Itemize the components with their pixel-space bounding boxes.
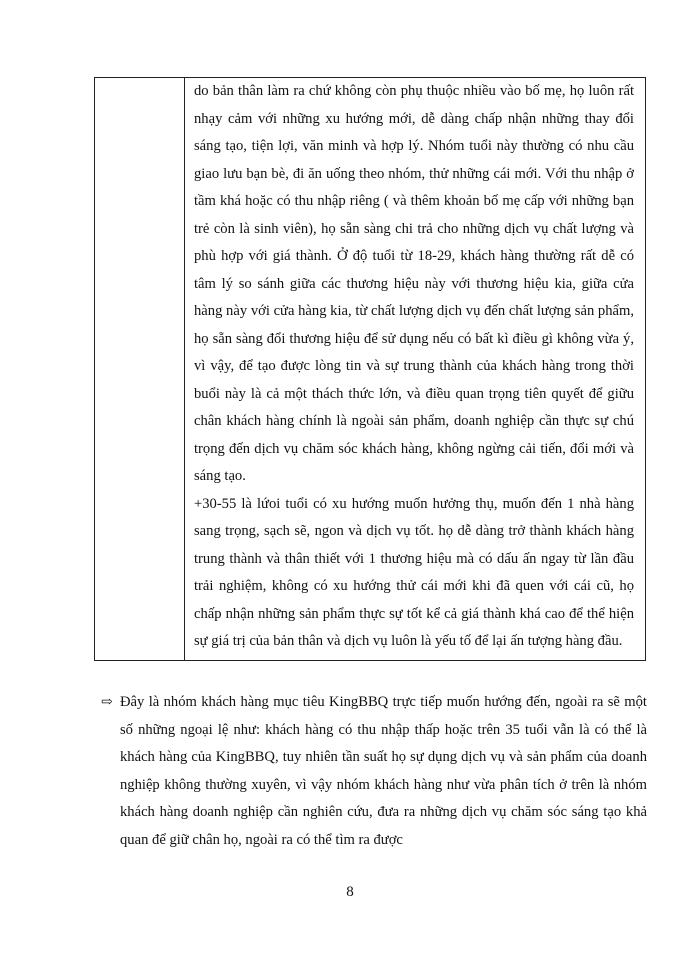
table-right-cell [194, 78, 634, 656]
age-18-29-paragraph: do bản thân làm ra chứ không còn phụ thuộc nhiều vào bố mẹ, họ luôn rất nhạy cảm với những xu hướng mới, dễ dàng chấp nhận những thay đổi sáng tạo, tiện lợi, văn minh và hợp lý. Nhóm tuổi này thường có nhu cầu giao lưu bạn bè, đi ăn uống theo nhóm, thử những cái mới. Với thu nhập ở tầm khá hoặc có thu nhập riêng ( và thêm khoản bố mẹ cấp với những bạn trẻ còn là sinh viên), họ sẵn sàng chi trả cho những dịch vụ chất lượng và phù hợp với giá thành. Ở độ tuổi từ 18-29, khách hàng thường rất dễ có tâm lý so sánh giữa các thương hiệu này với thương hiệu kia, giữa cửa hàng này với cửa hàng kia, từ chất lượng dịch vụ đến chất lượng sản phẩm, họ sẵn sàng đổi thương hiệu để sử dụng nếu có bất kì điều gì không vừa ý, vì vậy, để tạo được lòng tin và sự trung thành của khách hàng trong thời buổi này là cả một thách thức lớn, và điều quan trọng tiên quyết để giữu chân khách hàng chính là ngoài sản phẩm, doanh nghiệp cần thực sự chú trọng đến dịch vụ chăm sóc khách hàng, không ngừng cải tiến, đổi mới và sáng tạo. [194, 83, 634, 484]
page-number: 8 [346, 884, 354, 900]
arrow-right-icon: ⇨ [101, 695, 113, 710]
conclusion-text: Đây là nhóm khách hàng mục tiêu KingBBQ trực tiếp muốn hướng đến, ngoài ra sẽ một số những ngoại lệ như: khách hàng có thu nhập thấp hoặc trên 35 tuổi vẫn là có thể là khách hàng của KingBBQ, tuy nhiên tần suất họ sự dụng dịch vụ và sản phẩm của doanh nghiệp không thường xuyên, vì vậy nhóm khách hàng như vừa phân tích ở trên là nhóm khách hàng doanh nghiệp cần nghiên cứu, đưa ra những dịch vụ chăm sóc sáng tạo khả quan để giữ chân họ, ngoài ra có thể tìm ra được [120, 694, 647, 848]
segment-table [94, 77, 646, 661]
age-30-55-paragraph: +30-55 là lứoi tuổi có xu hướng muốn hưởng thụ, muốn đến 1 nhà hàng sang trọng, sạch sẽ, ngon và dịch vụ tốt. họ dễ dàng trở thành khách hàng trung thành và thân thiết với 1 thương hiệu mà có dấu ấn ngay từ lần đầu trải nghiệm, không có xu hướng thử cái mới khi đã quen với cái cũ, họ chấp nhận những sản phẩm thực sự tốt kể cả giá thành khá cao để thể hiện sự giá trị của bản thân và dịch vụ luôn là yếu tố để lại ấn tượng hàng đầu. [194, 495, 634, 649]
conclusion-paragraph [101, 689, 647, 854]
table-column-divider [184, 78, 185, 660]
